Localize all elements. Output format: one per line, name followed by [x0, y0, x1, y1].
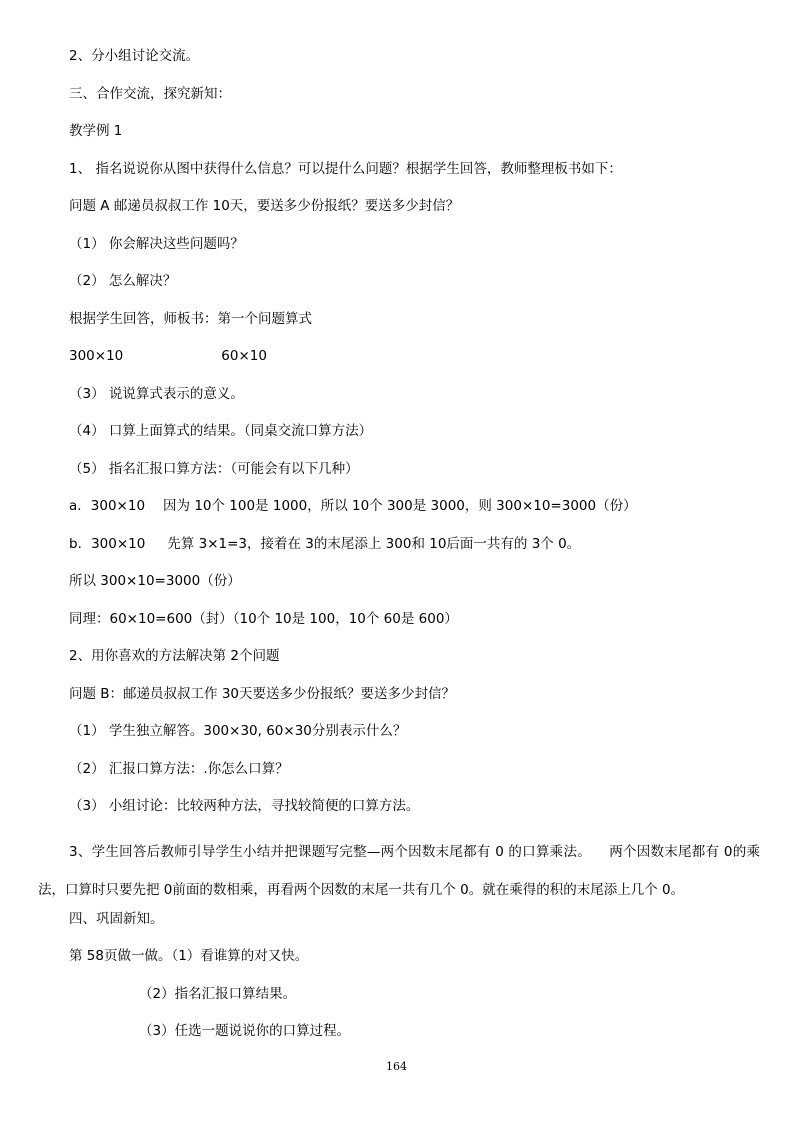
method-a-label: a．300×10: [69, 498, 146, 514]
problem-b-sub-2: （2） 汇报口算方法：.你怎么口算？: [69, 761, 289, 777]
sub-question-3: （3） 说说算式表示的意义。: [69, 386, 244, 402]
section-3-heading: 三、合作交流，探究新知：: [69, 86, 231, 102]
problem-b: 问题 B：邮递员叔叔工作 30天要送多少份报纸？要送多少封信？: [69, 686, 456, 702]
summary-paragraph: [38, 834, 760, 909]
result-line: 所以 300×10=3000（份）: [69, 573, 241, 589]
formula-60x10: 60×10: [221, 348, 267, 364]
sub-question-5: （5） 指名汇报口算方法：（可能会有以下几种）: [69, 461, 359, 477]
section-4-heading: 四、巩固新知。: [69, 911, 164, 927]
formula-300x10: 300×10: [69, 348, 124, 364]
sub-question-1: （1） 你会解决这些问题吗？: [69, 236, 244, 252]
sub-question-4: （4） 口算上面算式的结果。（同桌交流口算方法）: [69, 423, 373, 439]
problem-a: 问题 A 邮递员叔叔工作 10天，要送多少份报纸？要送多少封信？: [69, 198, 460, 214]
board-writing-intro: 根据学生回答，师板书：第一个问题算式: [69, 311, 312, 327]
page-number: 164: [386, 1060, 407, 1073]
formulas-line: [69, 348, 267, 364]
problem-b-sub-3: （3） 小组讨论：比较两种方法，寻找较简便的口算方法。: [69, 798, 420, 814]
method-b-label: b．300×10: [69, 536, 146, 552]
method-b-text: 先算 3×1=3，接着在 3的末尾添上 300和 10后面一共有的 3个 0。: [167, 536, 581, 552]
method-a-text: 因为 10个 100是 1000，所以 10个 300是 3000，则 300×10=3000（份）: [163, 498, 637, 514]
step-1-question: 1、 指名说说你从图中获得什么信息？可以提什么问题？根据学生回答，教师整理板书如下：: [69, 161, 622, 177]
similar-result-line: 同理：60×10=600（封）（10个 10是 100，10个 60是 600）: [69, 611, 458, 627]
problem-b-sub-1: （1） 学生独立解答。300×30, 60×30分别表示什么？: [69, 723, 407, 739]
method-a: [69, 498, 637, 514]
sub-question-2: （2） 怎么解决？: [69, 273, 177, 289]
method-b: [69, 536, 580, 552]
practice-line-3: （3）任选一题说说你的口算过程。: [139, 1023, 351, 1039]
summary-part-1: 3、学生回答后教师引导学生小结并把课题写完整—两个因数末尾都有 0 的口算乘法。: [69, 844, 591, 860]
practice-line-1: 第 58页做一做。（1）看谁算的对又快。: [69, 948, 309, 964]
step-2-problem-b-intro: 2、用你喜欢的方法解决第 2个问题: [69, 648, 280, 664]
summary-part-2: 两个因数末尾都有 0的乘法，口算时只要先把 0前面的数相乘，再看两个因数的末尾一共有几个 0。就在乘得的积的末尾添上几个 0。: [38, 844, 760, 898]
example-1-heading: 教学例 1: [69, 123, 123, 139]
practice-line-2: （2）指名汇报口算结果。: [139, 986, 297, 1002]
step-2-discussion: 2、分小组讨论交流。: [69, 48, 200, 64]
